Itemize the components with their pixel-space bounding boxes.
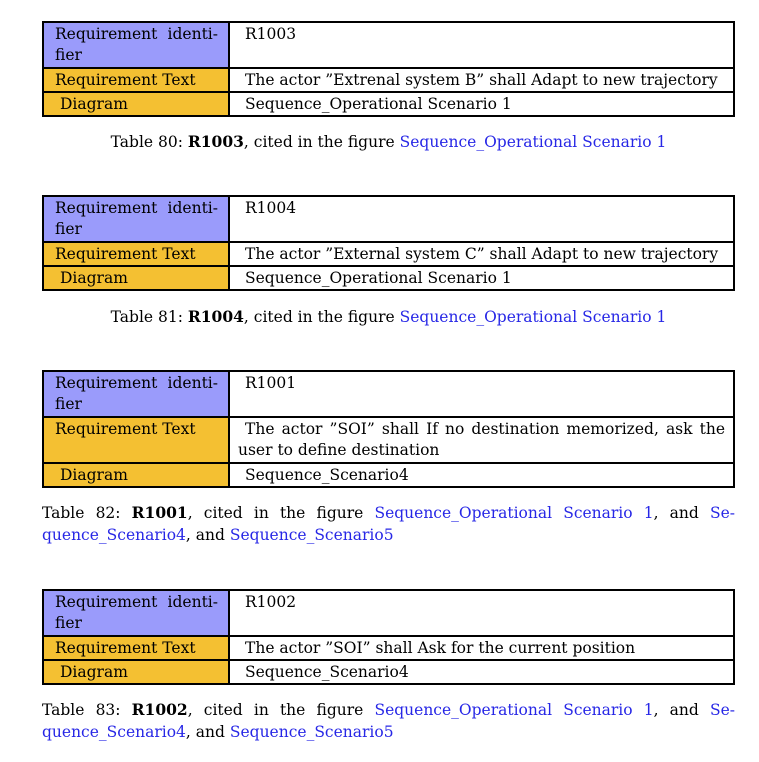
requirement-text-line1: The actor ”SOI” shall If no destination memorized, ask the [245,420,725,438]
caption-link[interactable]: Sequence_Scenario5 [229,723,394,741]
identifier-label-line1: Requirement identi- [55,374,218,392]
caption-mid: , cited in the figure [187,504,375,522]
text-value-cell [229,417,734,463]
caption-line1 [42,699,735,721]
diagram-name: Sequence_Operational Scenario 1 [245,95,512,113]
caption-mid: , cited in the figure [243,133,400,151]
table-caption [42,502,735,546]
text-label: Requirement Text [55,245,196,263]
table-caption [42,306,735,328]
caption-link[interactable]: Sequence_Operational Scenario 1 [399,133,667,151]
requirement-id: R1001 [245,374,297,392]
requirement-table-r1001 [42,370,735,488]
requirement-id: R1003 [245,25,297,43]
caption-link[interactable]: quence_Scenario4 [42,723,186,741]
caption-link[interactable]: Sequence_Scenario5 [229,526,394,544]
caption-line2 [42,723,394,741]
identifier-value-cell [229,22,734,68]
requirement-text: The actor ”SOI” shall Ask for the current position [245,639,636,657]
requirement-text [230,418,733,461]
diagram-label: Diagram [60,466,128,484]
diagram-label: Diagram [60,269,128,287]
diagram-name: Sequence_Scenario4 [245,663,409,681]
caption-separator: , and [653,701,710,719]
diagram-name: Sequence_Scenario4 [245,466,409,484]
text-label: Requirement Text [55,71,196,89]
identifier-label-cell [43,371,229,417]
text-value-cell [229,68,734,92]
diagram-label-cell [43,266,229,290]
diagram-value-cell [229,266,734,290]
diagram-value-cell [229,463,734,487]
caption-link[interactable]: Se- [709,504,735,522]
caption-link[interactable]: Sequence_Operational Scenario 1 [374,701,654,719]
table-caption [42,131,735,153]
identifier-label-line2: fier [55,395,82,413]
caption-separator: , and [185,723,230,741]
text-label: Requirement Text [55,639,196,657]
identifier-value-cell [229,371,734,417]
caption-link[interactable]: Sequence_Operational Scenario 1 [374,504,654,522]
caption-mid: , cited in the figure [243,308,400,326]
identifier-label-cell [43,22,229,68]
diagram-label-cell [43,660,229,684]
requirement-text-line2: user to define destination [238,441,440,459]
table-caption [42,699,735,743]
caption-separator: , and [653,504,710,522]
identifier-label-line2: fier [55,220,82,238]
caption-id: R1001 [131,503,188,522]
identifier-label-cell [43,196,229,242]
caption-link[interactable]: Sequence_Operational Scenario 1 [399,308,667,326]
identifier-value-cell [229,590,734,636]
identifier-label-line1: Requirement identi- [55,199,218,217]
requirement-id: R1002 [245,593,297,611]
diagram-name: Sequence_Operational Scenario 1 [245,269,512,287]
requirement-table-r1003 [42,21,735,117]
diagram-label-cell [43,92,229,116]
caption-id: R1002 [131,700,188,719]
caption-id: R1003 [187,132,244,151]
text-value-cell [229,636,734,660]
diagram-value-cell [229,660,734,684]
identifier-label-line1: Requirement identi- [55,593,218,611]
diagram-label-cell [43,463,229,487]
caption-prefix: Table 82: [42,504,132,522]
text-label-cell [43,68,229,92]
caption-separator: , and [185,526,230,544]
caption-line1 [42,502,735,524]
identifier-label-line1: Requirement identi- [55,25,218,43]
requirement-text: The actor ”Extrenal system B” shall Adapt to new trajectory [245,71,718,89]
caption-link[interactable]: Se- [709,701,735,719]
requirement-text: The actor ”External system C” shall Adapt to new trajectory [245,245,719,263]
identifier-label-line2: fier [55,46,82,64]
identifier-value-cell [229,196,734,242]
caption-prefix: Table 80: [110,133,188,151]
identifier-label-line2: fier [55,614,82,632]
text-label: Requirement Text [55,420,196,438]
caption-link[interactable]: quence_Scenario4 [42,526,186,544]
diagram-value-cell [229,92,734,116]
requirement-id: R1004 [245,199,297,217]
caption-prefix: Table 81: [110,308,188,326]
text-label-cell [43,242,229,266]
requirement-table-r1004 [42,195,735,291]
caption-line2 [42,526,394,544]
text-label-cell [43,636,229,660]
caption-id: R1004 [187,307,244,326]
caption-prefix: Table 83: [42,701,132,719]
diagram-label: Diagram [60,663,128,681]
text-value-cell [229,242,734,266]
requirement-table-r1002 [42,589,735,685]
caption-mid: , cited in the figure [187,701,375,719]
text-label-cell [43,417,229,463]
diagram-label: Diagram [60,95,128,113]
identifier-label-cell [43,590,229,636]
